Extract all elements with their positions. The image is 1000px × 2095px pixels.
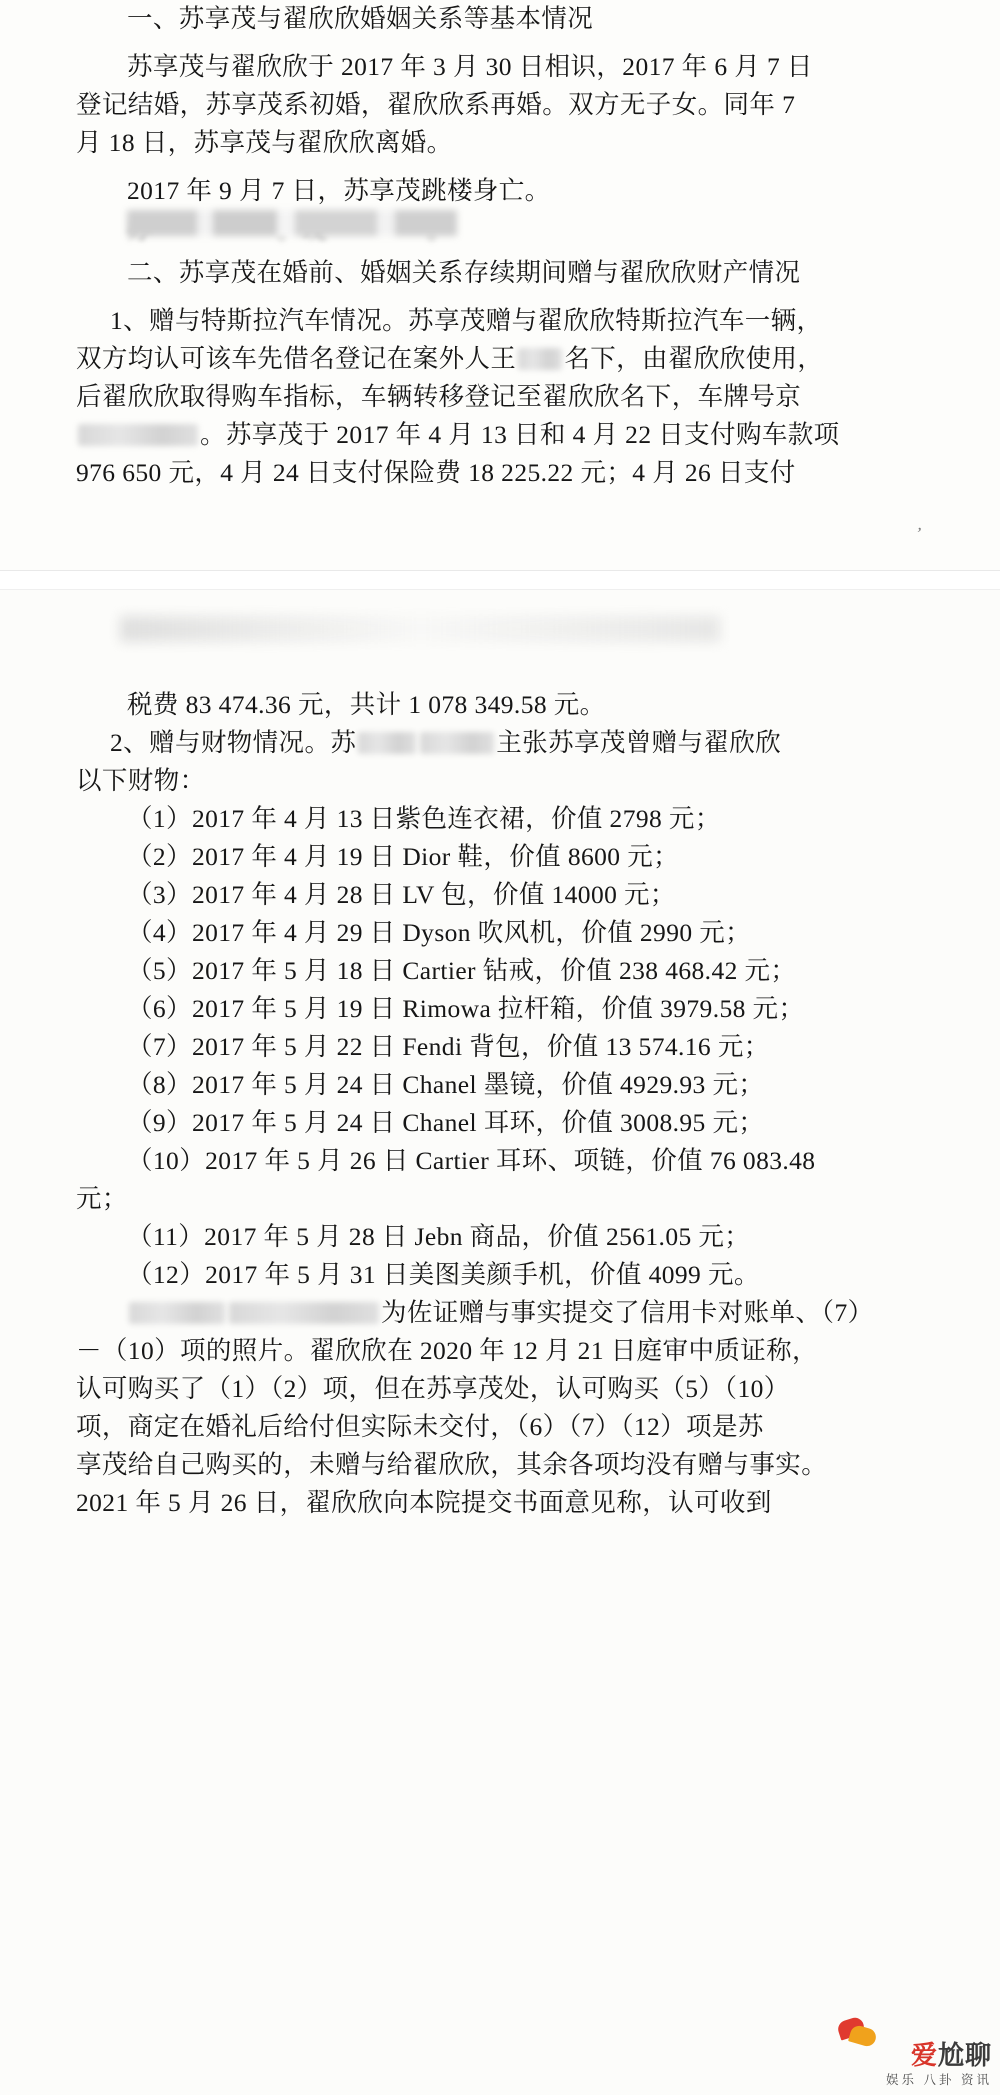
gift-item-cont: 元；: [76, 1184, 128, 1213]
gift-item: （10）2017 年 5 月 26 日 Cartier 耳环、项链，价值 76 083.48: [127, 1146, 816, 1175]
page-separator: [0, 570, 1000, 590]
watermark-leaf-icon: [838, 2019, 882, 2049]
redaction-block: [78, 424, 198, 446]
spacer: [76, 292, 914, 302]
watermark-brand-part2: 尬聊: [937, 2039, 992, 2070]
scan-artifact-mark: ʼ: [915, 523, 924, 544]
paragraph-line: 976 650 元，4 月 24 日支付保险费 18 225.22 元；4 月 26 日支付: [76, 458, 796, 487]
paragraph-line: 登记结婚，苏享茂系初婚，翟欣欣系再婚。双方无子女。同年 7: [76, 90, 796, 119]
paragraph-line: 双方均认可该车先借名登记在案外人王 名下，由翟欣欣使用，: [76, 344, 824, 373]
redaction-block: [518, 348, 562, 370]
gift-item: （12）2017 年 5 月 31 日美图美颜手机，价值 4099 元。: [127, 1260, 760, 1289]
document-page-bottom: [0, 590, 1000, 2095]
paragraph-line: 1、赠与特斯拉汽车情况。苏享茂赠与翟欣欣特斯拉汽车一辆，: [110, 306, 823, 335]
closing-paragraph-line: 项，商定在婚礼后给付但实际未交付，（6）（7）（12）项是苏: [76, 1412, 764, 1441]
gift-item: （6）2017 年 5 月 19 日 Rimowa 拉杆箱，价值 3979.58 元；: [127, 994, 805, 1023]
paragraph-death-date: 2017 年 9 月 7 日，苏享茂跳楼身亡。: [127, 176, 551, 205]
closing-paragraph-line: 认可购买了（1）（2）项，但在苏享茂处，认可购买（5）（10）: [76, 1374, 790, 1403]
closing-paragraph-line: －（10）项的照片。翟欣欣在 2020 年 12 月 21 日庭审中质证称，: [76, 1336, 818, 1365]
scan-smudge-artifact: [120, 616, 720, 642]
watermark-leaf-orange: [848, 2024, 878, 2048]
line-section-2-gifts: 2、赠与财物情况。苏 主张苏享茂曾赠与翟欣欣: [110, 728, 782, 757]
heading-section-1: 一、苏享茂与翟欣欣婚姻关系等基本情况: [127, 4, 594, 33]
paragraph-line: 后翟欣欣取得购车指标，车辆转移登记至翟欣欣名下，车牌号京: [76, 382, 802, 411]
watermark-brand-part1: 爱: [910, 2039, 938, 2070]
paragraph-line: 苏享茂与翟欣欣于 2017 年 3 月 30 日相识，2017 年 6 月 7 日: [127, 52, 813, 81]
gift-item: （4）2017 年 4 月 29 日 Dyson 吹风机，价值 2990 元；: [127, 918, 752, 947]
document-page-top: [0, 0, 1000, 570]
gift-item: （5）2017 年 5 月 18 日 Cartier 钻戒，价值 238 468.42 元；: [127, 956, 797, 985]
line-section-2-gifts-cont: 以下财物：: [76, 766, 206, 795]
paragraph-line: 。苏享茂于 2017 年 4 月 13 日和 4 月 22 日支付购车款项: [76, 416, 914, 454]
closing-paragraph-line: 为佐证赠与事实提交了信用卡对账单、（7）: [76, 1294, 914, 1332]
paragraph-line: 月 18 日，苏享茂与翟欣欣离婚。: [76, 128, 453, 157]
redaction-block: [129, 1302, 225, 1324]
watermark-subtitle: 娱乐 八卦 资讯: [886, 2072, 992, 2087]
closing-paragraph-line: 享茂给自己购买的，未赠与给翟欣欣，其余各项均没有赠与事实。: [76, 1450, 828, 1479]
spacer: [76, 162, 914, 172]
heading-section-2: 二、苏享茂在婚前、婚姻关系存续期间赠与翟欣欣财产情况: [127, 258, 801, 287]
redaction-block: [420, 732, 494, 754]
line-tax-total: 税费 83 474.36 元，共计 1 078 349.58 元。: [127, 690, 606, 719]
gift-item: （7）2017 年 5 月 22 日 Fendi 背包，价值 13 574.16 元；: [127, 1032, 770, 1061]
closing-paragraph-line: 2021 年 5 月 26 日，翟欣欣向本院提交书面意见称，认可收到: [76, 1488, 772, 1517]
watermark: [886, 2041, 992, 2087]
gift-item: （8）2017 年 5 月 24 日 Chanel 墨镜，价值 4929.93 元；: [127, 1070, 765, 1099]
spacer: [76, 38, 914, 48]
redacted-line: [76, 210, 914, 244]
redaction-block: [229, 1302, 379, 1324]
redaction-blur-overlay: [127, 210, 457, 236]
gift-item: （2）2017 年 4 月 19 日 Dior 鞋，价值 8600 元；: [127, 842, 680, 871]
gift-item: （3）2017 年 4 月 28 日 LV 包，价值 14000 元；: [127, 880, 676, 909]
gift-item: （1）2017 年 4 月 13 日紫色连衣裙，价值 2798 元；: [127, 804, 721, 833]
redaction-block: [358, 732, 416, 754]
gift-item: （11）2017 年 5 月 28 日 Jebn 商品，价值 2561.05 元；: [127, 1222, 751, 1251]
watermark-brand: [886, 2041, 992, 2071]
gift-item: （9）2017 年 5 月 24 日 Chanel 耳环，价值 3008.95 元；: [127, 1108, 765, 1137]
